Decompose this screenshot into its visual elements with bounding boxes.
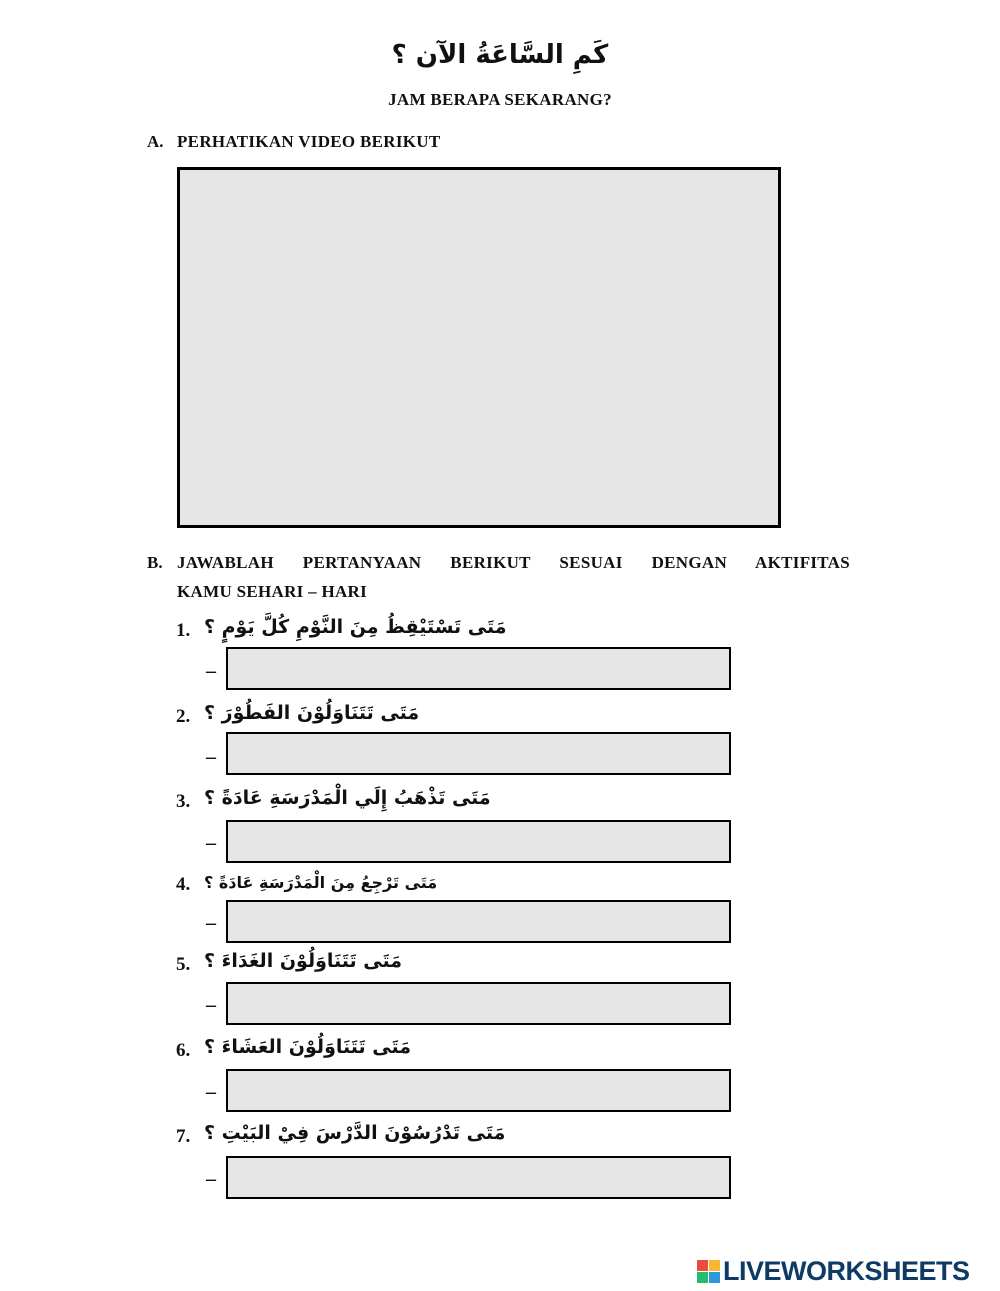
- question-number: 6.: [176, 1040, 191, 1061]
- question-text: مَتَى تَدْرُسُوْنَ الدَّرْسَ فِيْ البَيْتِ ؟: [204, 1122, 506, 1144]
- question-number: 1.: [176, 620, 191, 641]
- answer-input-2[interactable]: [226, 732, 731, 775]
- section-b-heading-line1: JAWABLAH PERTANYAAN BERIKUT SESUAI DENGAN AKTIFITAS: [177, 553, 850, 572]
- question-text: مَتَى تَسْتَيْقِظُ مِنَ النَّوْمِ كُلَّ يَوْمٍ ؟: [204, 616, 507, 638]
- section-b-letter: B.: [147, 553, 163, 572]
- answer-dash: –: [206, 994, 216, 1016]
- answer-dash: –: [206, 832, 216, 854]
- question-number: 2.: [176, 706, 191, 727]
- question-text: مَتَى تَذْهَبُ إِلَي الْمَدْرَسَةِ عَادَةً ؟: [204, 787, 491, 809]
- section-a-letter: A.: [147, 132, 164, 151]
- page-title-arabic: كَمِ السَّاعَةُ الآن ؟: [391, 40, 609, 70]
- answer-dash: –: [206, 746, 216, 768]
- answer-input-4[interactable]: [226, 900, 731, 943]
- brand-text: LIVEWORKSHEETS: [723, 1255, 970, 1286]
- answer-input-7[interactable]: [226, 1156, 731, 1199]
- question-number: 4.: [176, 874, 191, 895]
- logo-square-blue: [709, 1272, 720, 1283]
- liveworksheets-logo-icon: [697, 1260, 720, 1283]
- section-b-heading-line2: KAMU SEHARI – HARI: [177, 582, 368, 601]
- page-subtitle: JAM BERAPA SEKARANG?: [388, 90, 612, 109]
- liveworksheets-brand[interactable]: [697, 1256, 970, 1286]
- answer-dash: –: [206, 1081, 216, 1103]
- question-number: 5.: [176, 954, 191, 975]
- logo-square-green: [697, 1272, 708, 1283]
- question-number: 7.: [176, 1126, 191, 1147]
- question-text: مَتَى تَرْجِعُ مِنَ الْمَدْرَسَةِ عَادَةً ؟: [204, 873, 438, 892]
- video-player[interactable]: [177, 167, 781, 528]
- question-number: 3.: [176, 791, 191, 812]
- answer-input-1[interactable]: [226, 647, 731, 690]
- logo-square-red: [697, 1260, 708, 1271]
- question-text: مَتَى تَتَنَاوَلُوْنَ العَشَاءَ ؟: [204, 1036, 412, 1058]
- answer-dash: –: [206, 912, 216, 934]
- question-text: مَتَى تَتَنَاوَلُوْنَ الفَطُوْرَ ؟: [204, 702, 420, 724]
- answer-input-3[interactable]: [226, 820, 731, 863]
- answer-input-5[interactable]: [226, 982, 731, 1025]
- section-a-heading: PERHATIKAN VIDEO BERIKUT: [177, 132, 441, 151]
- answer-input-6[interactable]: [226, 1069, 731, 1112]
- logo-square-yellow: [709, 1260, 720, 1271]
- answer-dash: –: [206, 1168, 216, 1190]
- answer-dash: –: [206, 660, 216, 682]
- question-text: مَتَى تَتَنَاوَلُوْنَ الغَدَاءَ ؟: [204, 950, 403, 972]
